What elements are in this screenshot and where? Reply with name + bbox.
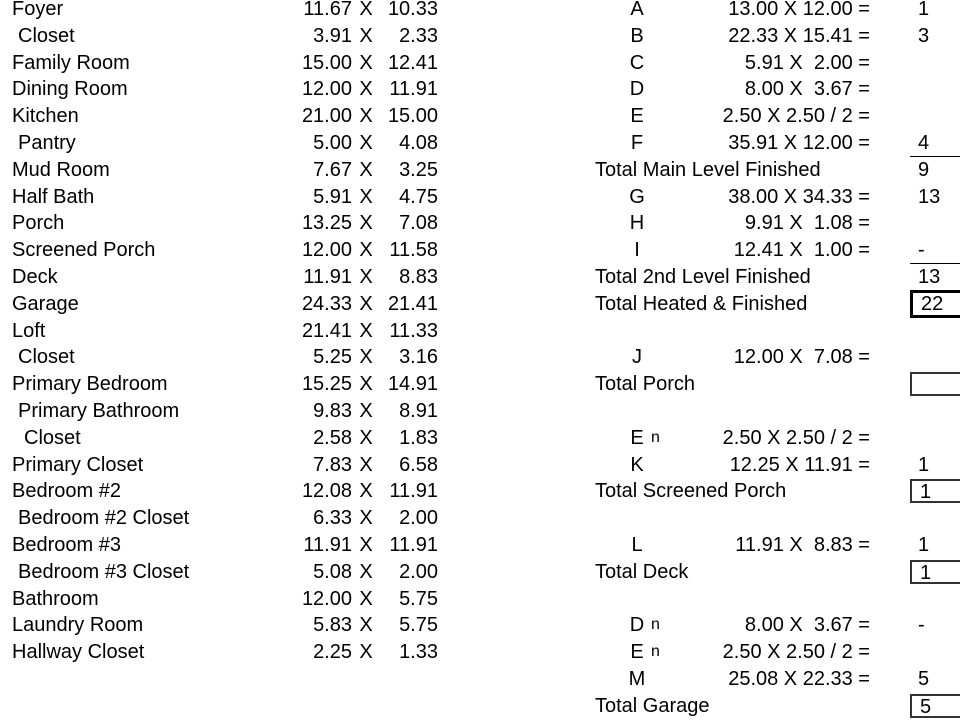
room-length: 12.00 — [301, 587, 352, 610]
calc-n-marker: n — [651, 428, 660, 446]
room-width: 11.91 — [389, 480, 438, 503]
total-value: 13 — [918, 266, 941, 288]
total-row — [580, 264, 960, 290]
dimension-separator: X — [359, 105, 373, 128]
calc-row — [580, 184, 960, 210]
room-name: Porch — [12, 212, 65, 235]
room-width: 15.00 — [387, 105, 438, 128]
calc-expression: 12.00 X 7.08 = — [733, 346, 870, 369]
calc-row — [580, 210, 960, 236]
calc-result: - — [918, 239, 925, 262]
calc-expression: 13.00 X 12.00 = — [728, 0, 870, 20]
room-row — [0, 452, 450, 478]
calc-n-marker: n — [651, 616, 660, 634]
room-name: Dining Room — [12, 78, 128, 101]
calc-letter: C — [629, 51, 645, 74]
total-value — [910, 372, 960, 396]
room-name: Primary Closet — [12, 453, 144, 476]
room-name: Laundry Room — [12, 614, 144, 637]
room-width: 1.33 — [399, 641, 438, 664]
room-row — [0, 237, 450, 263]
dimension-separator: X — [359, 239, 373, 262]
room-length: 13.25 — [301, 212, 352, 235]
calc-expression: 2.50 X 2.50 / 2 = — [722, 426, 870, 449]
dimension-separator: X — [359, 266, 373, 288]
room-width: 14.91 — [387, 373, 438, 396]
room-width: 11.58 — [389, 239, 438, 262]
calc-row — [580, 0, 960, 22]
room-row — [0, 76, 450, 102]
room-width: 8.83 — [399, 266, 438, 288]
room-length: 12.00 — [301, 239, 352, 262]
calc-result: 1 — [918, 453, 930, 476]
dimension-separator: X — [359, 453, 373, 476]
dimension-separator: X — [359, 51, 373, 74]
calc-row — [580, 50, 960, 76]
room-row — [0, 157, 450, 183]
calc-row — [580, 76, 960, 102]
total-label: Total Heated & Finished — [595, 292, 808, 315]
calc-expression: 35.91 X 12.00 = — [728, 132, 870, 154]
room-row — [0, 210, 450, 236]
room-length: 11.91 — [303, 266, 352, 288]
calc-expression: 8.00 X 3.67 = — [744, 78, 870, 101]
room-width: 10.33 — [387, 0, 438, 20]
dimension-separator: X — [359, 132, 373, 154]
total-label: Total 2nd Level Finished — [595, 266, 811, 288]
calc-result: 5 — [918, 668, 930, 690]
room-row — [0, 505, 450, 531]
room-width: 4.08 — [399, 132, 438, 154]
dimension-separator: X — [359, 158, 373, 181]
room-name: Deck — [12, 266, 58, 288]
dimension-separator: X — [359, 426, 373, 449]
room-row — [0, 291, 450, 317]
dimension-separator: X — [359, 185, 373, 208]
room-row — [0, 344, 450, 370]
calc-row — [580, 666, 960, 692]
calc-letter: L — [631, 534, 643, 556]
calc-expression: 25.08 X 22.33 = — [728, 668, 870, 690]
total-label: Total Garage — [595, 694, 710, 717]
room-length: 12.00 — [301, 78, 352, 101]
room-length: 15.25 — [301, 373, 352, 396]
room-width: 3.16 — [399, 346, 438, 369]
room-row — [0, 0, 450, 22]
calc-row — [580, 639, 960, 665]
room-length: 5.25 — [313, 346, 352, 369]
dimension-separator: X — [359, 507, 373, 530]
room-length: 9.83 — [313, 400, 352, 422]
total-value: 22 — [910, 290, 960, 318]
calc-expression: 12.25 X 11.91 = — [729, 453, 870, 476]
calc-letter: I — [634, 239, 640, 262]
room-length: 21.00 — [301, 105, 352, 128]
calc-row — [580, 130, 960, 156]
calc-expression: 12.41 X 1.00 = — [733, 239, 870, 262]
room-length: 11.67 — [303, 0, 352, 20]
dimension-separator: X — [359, 24, 373, 47]
calc-letter: M — [628, 668, 646, 690]
room-name: Bathroom — [12, 587, 99, 610]
calc-result: - — [918, 614, 925, 637]
calc-letter: E — [630, 426, 644, 449]
calc-row — [580, 23, 960, 49]
room-row — [0, 130, 450, 156]
room-length: 2.58 — [313, 426, 352, 449]
room-row — [0, 425, 450, 451]
room-width: 11.91 — [389, 78, 438, 101]
dimension-separator: X — [359, 373, 373, 396]
room-row — [0, 559, 450, 585]
calc-n-marker: n — [651, 643, 660, 661]
dimension-separator: X — [359, 614, 373, 637]
room-name: Bedroom #3 — [12, 534, 121, 556]
calc-letter: G — [629, 185, 645, 208]
calc-result: 1 — [918, 0, 930, 20]
calc-expression: 11.91 X 8.83 = — [735, 534, 870, 556]
dimension-separator: X — [359, 480, 373, 503]
room-row — [0, 23, 450, 49]
room-name: Primary Bedroom — [12, 373, 168, 396]
room-width: 21.41 — [387, 292, 438, 315]
room-name: Primary Bathroom — [18, 400, 180, 422]
dimension-separator: X — [359, 560, 373, 583]
dimension-separator: X — [359, 641, 373, 664]
room-width: 4.75 — [399, 185, 438, 208]
calc-expression: 5.91 X 2.00 = — [744, 51, 870, 74]
calc-row — [580, 452, 960, 478]
total-row — [580, 291, 960, 317]
total-row — [580, 157, 960, 183]
calc-row — [580, 425, 960, 451]
room-name: Pantry — [18, 132, 76, 154]
room-length: 11.91 — [303, 534, 352, 556]
room-name: Garage — [12, 292, 79, 315]
total-row — [580, 693, 960, 719]
calc-result: 1 — [918, 534, 930, 556]
room-row — [0, 586, 450, 612]
room-row — [0, 318, 450, 344]
room-row — [0, 532, 450, 558]
room-name: Family Room — [12, 51, 130, 74]
calc-letter: A — [630, 0, 644, 20]
calc-row — [580, 237, 960, 263]
room-length: 5.91 — [313, 185, 352, 208]
room-length: 7.83 — [313, 453, 352, 476]
room-width: 11.33 — [389, 319, 438, 342]
room-width: 5.75 — [399, 587, 438, 610]
room-length: 24.33 — [301, 292, 352, 315]
total-value: 5 — [910, 694, 960, 718]
calc-expression: 2.50 X 2.50 / 2 = — [722, 641, 870, 664]
total-label: Total Screened Porch — [595, 480, 787, 503]
calc-letter: D — [629, 78, 645, 101]
calc-row — [580, 103, 960, 129]
room-row — [0, 639, 450, 665]
total-value: 1 — [910, 560, 960, 584]
room-length: 5.00 — [313, 132, 352, 154]
room-width: 11.91 — [389, 534, 438, 556]
calc-result: 4 — [918, 132, 930, 154]
room-row — [0, 184, 450, 210]
dimension-separator: X — [359, 212, 373, 235]
dimension-separator: X — [359, 400, 373, 422]
calc-letter: J — [632, 346, 642, 369]
room-width: 12.41 — [387, 51, 438, 74]
calc-letter: B — [630, 24, 644, 47]
dimension-separator: X — [359, 292, 373, 315]
total-row — [580, 478, 960, 504]
calc-expression: 2.50 X 2.50 / 2 = — [722, 105, 870, 128]
calc-expression: 22.33 X 15.41 = — [728, 24, 870, 47]
calc-letter: E — [630, 641, 644, 664]
calc-row — [580, 532, 960, 558]
room-width: 3.25 — [399, 158, 438, 181]
room-length: 7.67 — [313, 158, 352, 181]
room-length: 21.41 — [301, 319, 352, 342]
calc-letter: F — [630, 132, 644, 154]
room-row — [0, 264, 450, 290]
room-row — [0, 398, 450, 424]
calc-result: 13 — [918, 185, 941, 208]
total-label: Total Porch — [595, 373, 696, 396]
room-row — [0, 478, 450, 504]
dimension-separator: X — [359, 319, 373, 342]
room-width: 7.08 — [399, 212, 438, 235]
room-length: 5.83 — [313, 614, 352, 637]
room-width: 2.00 — [399, 560, 438, 583]
calc-letter: D — [629, 614, 645, 637]
room-name: Bedroom #3 Closet — [18, 560, 190, 583]
room-width: 5.75 — [399, 614, 438, 637]
room-width: 2.33 — [399, 24, 438, 47]
total-label: Total Deck — [595, 560, 689, 583]
total-row — [580, 559, 960, 585]
room-name: Loft — [12, 319, 46, 342]
room-length: 6.33 — [313, 507, 352, 530]
room-name: Mud Room — [12, 158, 110, 181]
room-row — [0, 103, 450, 129]
total-row — [580, 371, 960, 397]
room-length: 12.08 — [301, 480, 352, 503]
room-name: Bedroom #2 Closet — [18, 507, 190, 530]
dimension-separator: X — [359, 78, 373, 101]
room-name: Screened Porch — [12, 239, 156, 262]
calc-row — [580, 612, 960, 638]
room-length: 5.08 — [313, 560, 352, 583]
room-name: Closet — [18, 24, 75, 47]
calc-letter: H — [629, 212, 645, 235]
room-length: 2.25 — [313, 641, 352, 664]
total-value: 9 — [918, 158, 930, 181]
room-width: 8.91 — [399, 400, 438, 422]
room-width: 2.00 — [399, 507, 438, 530]
calc-letter: K — [630, 453, 644, 476]
calc-expression: 9.91 X 1.08 = — [744, 212, 870, 235]
room-name: Half Bath — [12, 185, 95, 208]
dimension-separator: X — [359, 346, 373, 369]
total-label: Total Main Level Finished — [595, 158, 821, 181]
dimension-separator: X — [359, 0, 373, 20]
dimension-separator: X — [359, 534, 373, 556]
room-name: Hallway Closet — [12, 641, 145, 664]
calc-result: 3 — [918, 24, 930, 47]
room-length: 15.00 — [301, 51, 352, 74]
dimension-separator: X — [359, 587, 373, 610]
room-row — [0, 50, 450, 76]
room-name: Bedroom #2 — [12, 480, 121, 503]
room-name: Closet — [18, 346, 75, 369]
total-value: 1 — [910, 479, 960, 503]
calc-letter: E — [630, 105, 644, 128]
room-width: 1.83 — [399, 426, 438, 449]
room-name: Closet — [24, 426, 81, 449]
room-name: Foyer — [12, 0, 64, 20]
room-row — [0, 612, 450, 638]
room-name: Kitchen — [12, 105, 79, 128]
calc-expression: 8.00 X 3.67 = — [744, 614, 870, 637]
room-row — [0, 371, 450, 397]
room-width: 6.58 — [399, 453, 438, 476]
calc-expression: 38.00 X 34.33 = — [728, 185, 870, 208]
room-length: 3.91 — [313, 24, 352, 47]
calc-row — [580, 344, 960, 370]
